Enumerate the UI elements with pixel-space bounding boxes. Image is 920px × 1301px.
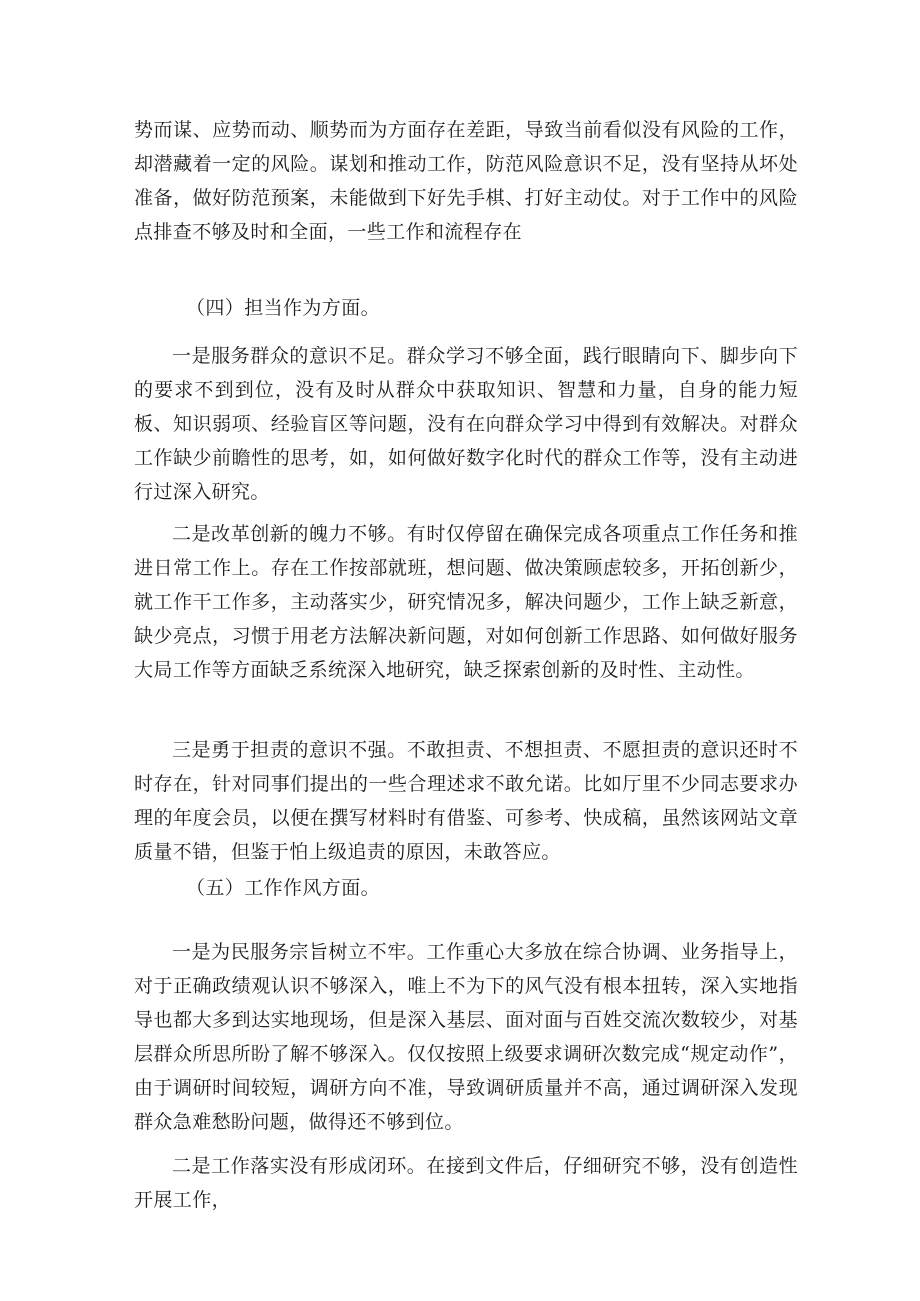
paragraph-serve-people: 一是为民服务宗旨树立不牢。工作重心大多放在综合协调、业务指导上，对于正确政绩观认识不够深入，唯上不为下的风气没有根本扭转，深入实地指导也都大多到达实地现场，但是深入基层、面对面与百姓交流次数较少，对基层群众所思所盼了解不够深入。仅仅按照上级要求调研次数完成“规定动作”，由于调研时间较短，调研方向不准，导致调研质量并不高，通过调研深入发现群众急难愁盼问题，做得还不够到位。 (134, 941, 798, 1133)
paragraph-risk-continuation: 势而谋、应势而动、顺势而为方面存在差距，导致当前看似没有风险的工作，却潜藏着一定的风险。谋划和推动工作，防范风险意识不足，没有坚持从坏处准备，做好防范预案，未能做到下好先手棋、打好主动仗。对于工作中的风险点排查不够及时和全面，一些工作和流程存在 (134, 119, 798, 243)
section-heading-responsibility: （四）担当作为方面。 (186, 297, 381, 319)
paragraph-serve-masses: 一是服务群众的意识不足。群众学习不够全面，践行眼睛向下、脚步向下的要求不到到位，没有及时从群众中获取知识、智慧和力量，自身的能力短板、知识弱项、经验盲区等问题，没有在向群众学习中得到有效解决。对群众工作缺少前瞻性的思考，如，如何做好数字化时代的群众工作等，没有主动进行过深入研究。 (134, 345, 798, 503)
paragraph-take-responsibility: 三是勇于担责的意识不强。不敢担责、不想担责、不愿担责的意识还时不时存在，针对同事们提出的一些合理述求不敢允诺。比如厅里不少同志要求办理的年度会员，以便在撰写材料时有借鉴、可参考、快成稿，虽然该网站文章质量不错，但鉴于怕上级追责的原因，未敢答应。 (134, 739, 798, 863)
paragraph-reform-innovation: 二是改革创新的魄力不够。有时仅停留在确保完成各项重点工作任务和推进日常工作上。存在工作按部就班，想问题、做决策顾虑较多，开拓创新少，就工作干工作多，主动落实少，研究情况多，解决问题少，工作上缺乏新意，缺少亮点，习惯于用老方法解决新问题，对如何创新工作思路、如何做好服务大局工作等方面缺乏系统深入地研究，缺乏探索创新的及时性、主动性。 (134, 523, 798, 681)
paragraph-closed-loop: 二是工作落实没有形成闭环。在接到文件后，仔细研究不够，没有创造性开展工作， (134, 1155, 798, 1211)
section-heading-work-style: （五）工作作风方面。 (186, 877, 381, 899)
